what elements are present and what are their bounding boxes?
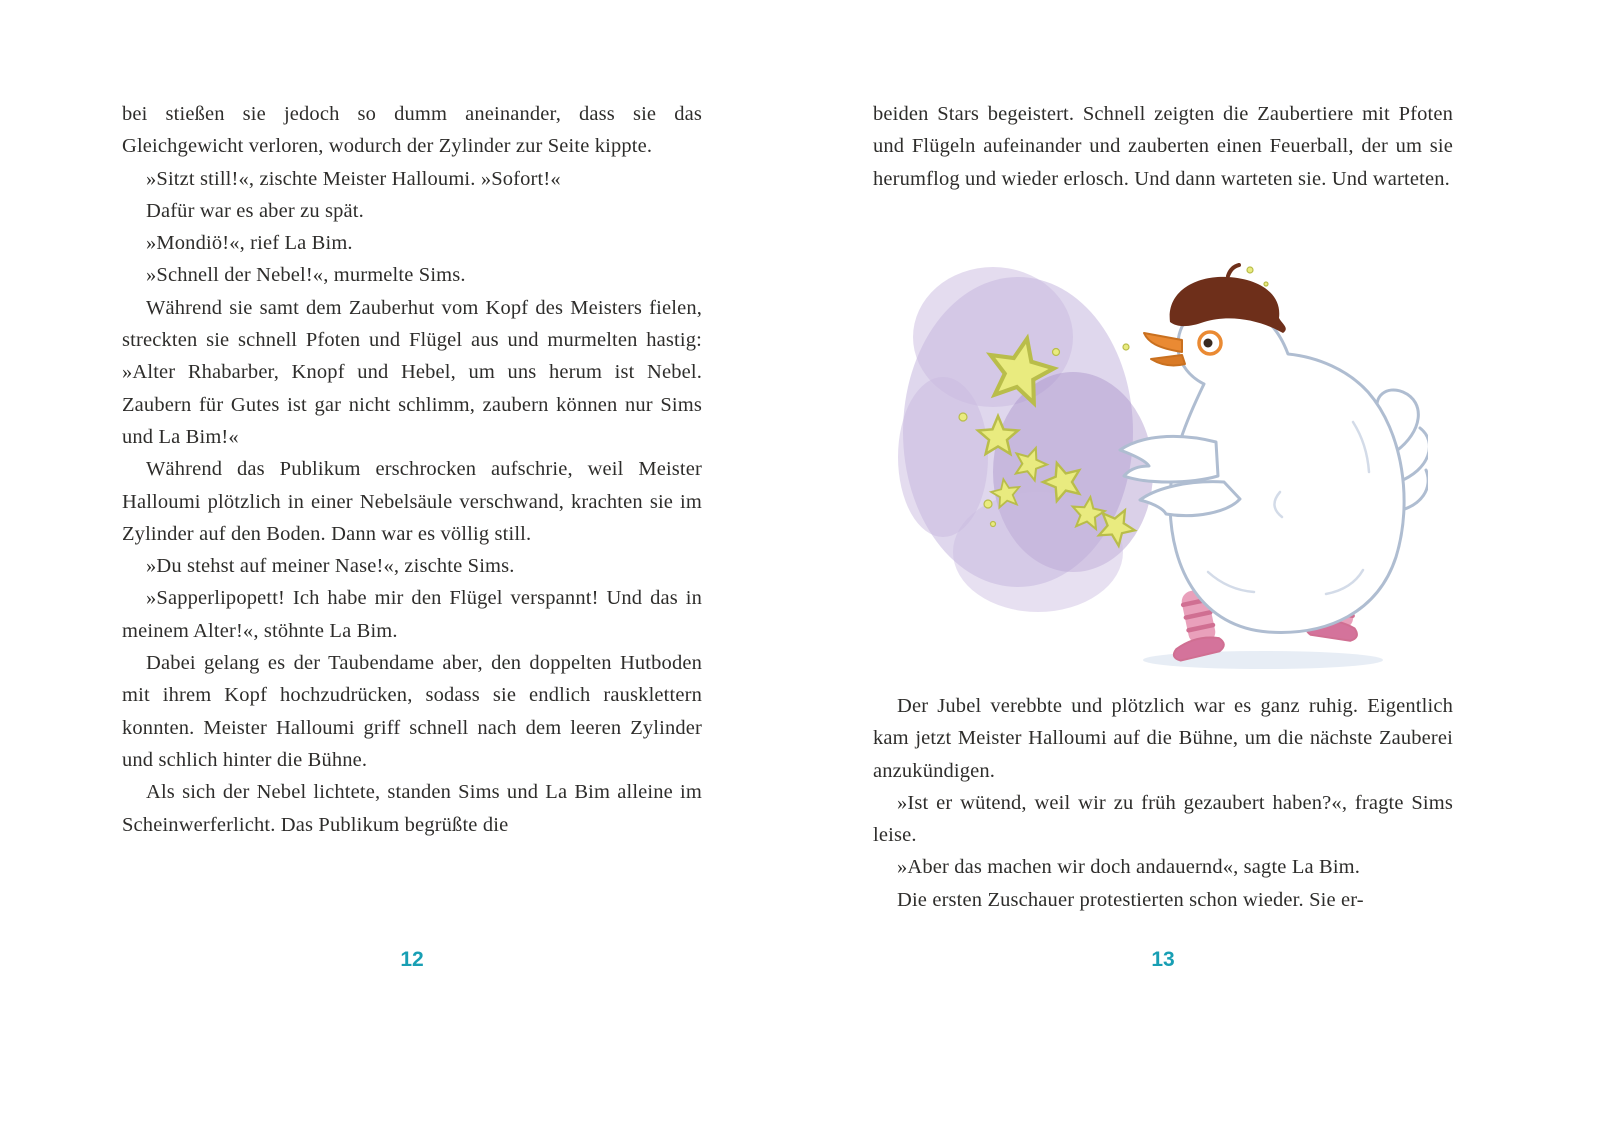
page-number-left: 12 bbox=[400, 948, 424, 971]
beret-stem bbox=[1228, 265, 1239, 276]
eye bbox=[1204, 339, 1213, 348]
paragraph: beiden Stars begeistert. Schnell zeigten die Zaubertiere mit Pfoten und Flügeln aufeinander und zauberten einen Feuerball, der um sie herumflog und wieder erlosch. Und dann warteten sie. Und warteten. bbox=[873, 103, 1453, 190]
watercolor-cloud-icon bbox=[898, 267, 1153, 612]
paragraph: »Schnell der Nebel!«, murmelte Sims. bbox=[146, 264, 466, 287]
paragraph: »Sitzt still!«, zischte Meister Halloumi. »Sofort!« bbox=[146, 167, 561, 190]
paragraph: »Aber das machen wir doch andauernd«, sagte La Bim. bbox=[897, 856, 1361, 879]
paragraph: Dabei gelang es der Taubendame aber, den doppelten Hutboden mit ihrem Kopf hochzudrücken, sodass sie endlich rausklettern konnten. Meister Halloumi griff schnell nach dem leeren Zylinder und schlich hinter die Bühne. bbox=[122, 652, 702, 771]
paragraph: bei stießen sie jedoch so dumm aneinander, dass sie das Gleichgewicht verloren, wodurch der Zylinder zur Seite kippte. bbox=[122, 103, 702, 158]
page-left-text bbox=[122, 98, 702, 841]
paragraph: »Du stehst auf meiner Nase!«, zischte Sims. bbox=[146, 555, 515, 578]
paragraph: Der Jubel verebbte und plötzlich war es ganz ruhig. Eigentlich kam jetzt Meister Halloumi auf die Bühne, um die nächste Zauberei anzukündigen. bbox=[873, 695, 1453, 782]
page-number-right: 13 bbox=[1151, 948, 1175, 971]
page-right-text-bottom bbox=[873, 690, 1453, 916]
paragraph: Während das Publikum erschrocken aufschrie, weil Meister Halloumi plötzlich in einer Nebelsäule verschwand, krachten sie im Zylinder auf den Boden. Dann war es völlig still. bbox=[122, 458, 702, 545]
chicken-illustration-svg bbox=[898, 242, 1428, 682]
chicken-illustration bbox=[898, 242, 1428, 682]
paragraph: Während sie samt dem Zauberhut vom Kopf des Meisters fielen, streckten sie schnell Pfoten und Flügel aus und murmelten hastig: »Alter Rhabarber, Knopf und Hebel, um uns herum ist Nebel. Zaubern für Gutes ist gar nicht schlimm, zaubern können nur Sims und La Bim!« bbox=[122, 296, 702, 448]
paragraph: Als sich der Nebel lichtete, standen Sims und La Bim alleine im Scheinwerferlicht. Das Publikum begrüßte die bbox=[122, 781, 702, 836]
paragraph: »Mondiö!«, rief La Bim. bbox=[146, 232, 353, 255]
paragraph: »Sapperlipopett! Ich habe mir den Flügel verspannt! Und das in meinem Alter!«, stöhnte La Bim. bbox=[122, 587, 702, 642]
paragraph: Die ersten Zuschauer protestierten schon wieder. Sie er- bbox=[897, 888, 1364, 911]
beak-lower bbox=[1151, 355, 1185, 365]
paragraph: Dafür war es aber zu spät. bbox=[146, 199, 364, 222]
paragraph: »Ist er wütend, weil wir zu früh gezaubert haben?«, fragte Sims leise. bbox=[873, 791, 1453, 847]
chicken-icon bbox=[1120, 265, 1428, 662]
page-right-text-top bbox=[873, 98, 1453, 195]
beak-upper bbox=[1144, 333, 1182, 352]
